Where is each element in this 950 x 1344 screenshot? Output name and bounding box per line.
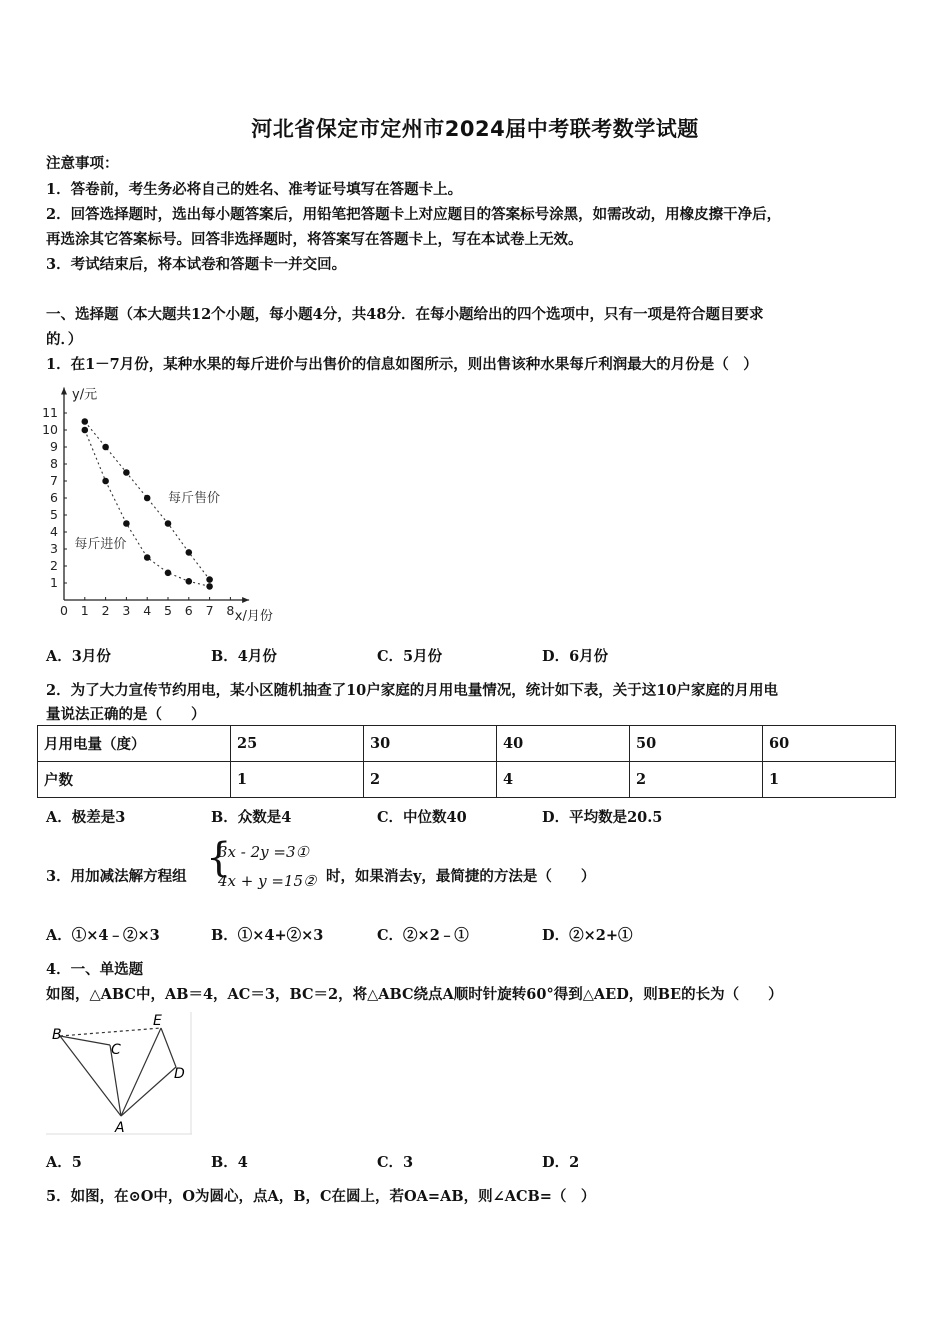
table-cell: 月用电量（度） — [38, 726, 231, 762]
label-a: A — [115, 1120, 125, 1136]
data-point — [206, 583, 213, 590]
table-cell: 60 — [763, 726, 896, 762]
data-point — [82, 418, 89, 425]
data-point — [123, 520, 130, 527]
x-tick-label: 4 — [143, 603, 152, 618]
segment-ed — [161, 1028, 176, 1067]
x-tick-label: 8 — [226, 603, 235, 618]
y-tick-label: 4 — [50, 524, 58, 539]
x-tick-label: 5 — [164, 603, 172, 618]
data-point — [165, 520, 172, 527]
data-point — [206, 576, 213, 583]
y-tick-label: 3 — [50, 541, 58, 556]
q1-option-c[interactable]: C．5月份 — [377, 648, 443, 665]
y-tick-label: 5 — [50, 507, 58, 522]
x-tick-label: 3 — [122, 603, 131, 618]
x-tick-label: 7 — [205, 603, 214, 618]
label-d: D — [174, 1066, 185, 1082]
segment-bc — [60, 1036, 110, 1045]
q3-option-b[interactable]: B．①×4+②×3 — [211, 927, 324, 944]
label-c: C — [111, 1042, 121, 1058]
q2-option-d[interactable]: D．平均数是20.5 — [542, 809, 663, 826]
y-axis-arrow — [61, 388, 67, 395]
page-title: 河北省保定市定州市2024届中考联考数学试题 — [251, 117, 699, 141]
q2-option-b[interactable]: B．众数是4 — [211, 809, 292, 826]
table-cell: 4 — [497, 762, 630, 798]
q1-text: 1．在1－7月份，某种水果的每斤进价与出售价的信息如图所示，则出售该种水果每斤利润最大的月份是（ ） — [46, 356, 758, 373]
y-tick-label: 7 — [50, 473, 58, 488]
note-3: 3．考试结束后，将本试卷和答题卡一并交回。 — [46, 256, 347, 273]
q3-option-a[interactable]: A．①×4﹣②×3 — [46, 927, 160, 944]
series-line — [85, 430, 210, 586]
q3-option-c[interactable]: C．②×2﹣① — [377, 927, 469, 944]
y-axis-label: y/元 — [72, 387, 98, 403]
table-cell: 2 — [630, 762, 763, 798]
q3-equation-2: 4x + y =15② — [218, 872, 317, 890]
q2-text-1: 2．为了大力宣传节约用电，某小区随机抽查了10户家庭的月用电量情况，统计如下表，关于这10户家庭的月用电 — [46, 682, 778, 699]
y-tick-label: 8 — [50, 456, 58, 471]
section1-line1: 一、选择题（本大题共12个小题，每小题4分，共48分．在每小题给出的四个选项中，只有一项是符合题目要求 — [46, 306, 764, 323]
q1-chart — [40, 385, 300, 630]
brace-symbol: { — [206, 835, 232, 881]
table-cell: 2 — [364, 762, 497, 798]
q4-heading: 4．一、单选题 — [46, 961, 144, 978]
data-point — [144, 495, 151, 502]
data-point — [165, 570, 172, 577]
table-cell: 1 — [231, 762, 364, 798]
q4-option-d[interactable]: D．2 — [542, 1154, 580, 1171]
segment-ae — [121, 1028, 161, 1116]
series-label: 每斤进价 — [74, 536, 127, 552]
x-tick-label: 0 — [60, 603, 68, 618]
table-cell: 30 — [364, 726, 497, 762]
q3-suffix: 时，如果消去y，最简捷的方法是（ ） — [326, 868, 596, 885]
x-tick-label: 1 — [80, 603, 89, 618]
y-tick-label: 10 — [42, 422, 58, 437]
table-cell: 50 — [630, 726, 763, 762]
label-e: E — [153, 1013, 162, 1029]
q1-option-a[interactable]: A．3月份 — [46, 648, 111, 665]
x-tick-label: 2 — [101, 603, 110, 618]
note-1: 1．答卷前，考生务必将自己的姓名、准考证号填写在答题卡上。 — [46, 181, 463, 198]
segment-ad — [121, 1067, 176, 1116]
q2-text-2: 量说法正确的是（ ） — [46, 706, 206, 723]
data-point — [144, 554, 151, 561]
data-point — [186, 549, 193, 556]
q4-figure — [46, 1012, 192, 1136]
data-point — [82, 427, 89, 434]
note-2a: 2．回答选择题时，选出每小题答案后，用铅笔把答题卡上对应题目的答案标号涂黑，如需改动，用橡皮擦干净后， — [46, 206, 782, 223]
x-tick-label: 6 — [184, 603, 193, 618]
q1-option-d[interactable]: D．6月份 — [542, 648, 609, 665]
note-2b: 再选涂其它答案标号。回答非选择题时，将答案写在答题卡上，写在本试卷上无效。 — [46, 231, 583, 248]
q5-text: 5．如图，在⊙O中，O为圆心，点A，B，C在圆上，若OA=AB，则∠ACB=（ ） — [46, 1188, 596, 1205]
q3-prefix: 3．用加减法解方程组 — [46, 868, 187, 885]
q1-option-b[interactable]: B．4月份 — [211, 648, 277, 665]
q2-option-c[interactable]: C．中位数40 — [377, 809, 467, 826]
q4-text: 如图，△ABC中，AB＝4，AC＝3，BC＝2，将△ABC绕点A顺时针旋转60°得到△AED，则BE的长为（ ） — [46, 986, 783, 1003]
q2-table — [37, 725, 896, 798]
data-point — [102, 444, 109, 451]
x-axis-label: x/月份 — [234, 609, 273, 624]
data-point — [102, 478, 109, 485]
table-row — [38, 726, 896, 762]
segment-be — [60, 1028, 161, 1036]
data-point — [123, 469, 130, 476]
q4-option-c[interactable]: C．3 — [377, 1154, 414, 1171]
y-tick-label: 9 — [50, 439, 58, 454]
q3-option-d[interactable]: D．②×2+① — [542, 927, 633, 944]
notes-heading: 注意事项： — [46, 155, 119, 172]
y-tick-label: 6 — [50, 490, 58, 505]
y-tick-label: 2 — [50, 558, 58, 573]
y-tick-label: 11 — [42, 405, 58, 420]
y-tick-label: 1 — [50, 575, 58, 590]
q4-option-b[interactable]: B．4 — [211, 1154, 248, 1171]
q2-option-a[interactable]: A．极差是3 — [46, 809, 126, 826]
table-cell: 户数 — [38, 762, 231, 798]
data-point — [186, 578, 193, 585]
table-cell: 40 — [497, 726, 630, 762]
label-b: B — [52, 1027, 62, 1043]
q4-option-a[interactable]: A．5 — [46, 1154, 82, 1171]
table-cell: 1 — [763, 762, 896, 798]
x-axis-arrow — [242, 597, 249, 603]
table-cell: 25 — [231, 726, 364, 762]
table-row — [38, 762, 896, 798]
series-label: 每斤售价 — [168, 491, 221, 506]
q3-equation-1: 3x - 2y =3① — [218, 843, 309, 861]
section1-line2: 的．） — [46, 331, 83, 348]
